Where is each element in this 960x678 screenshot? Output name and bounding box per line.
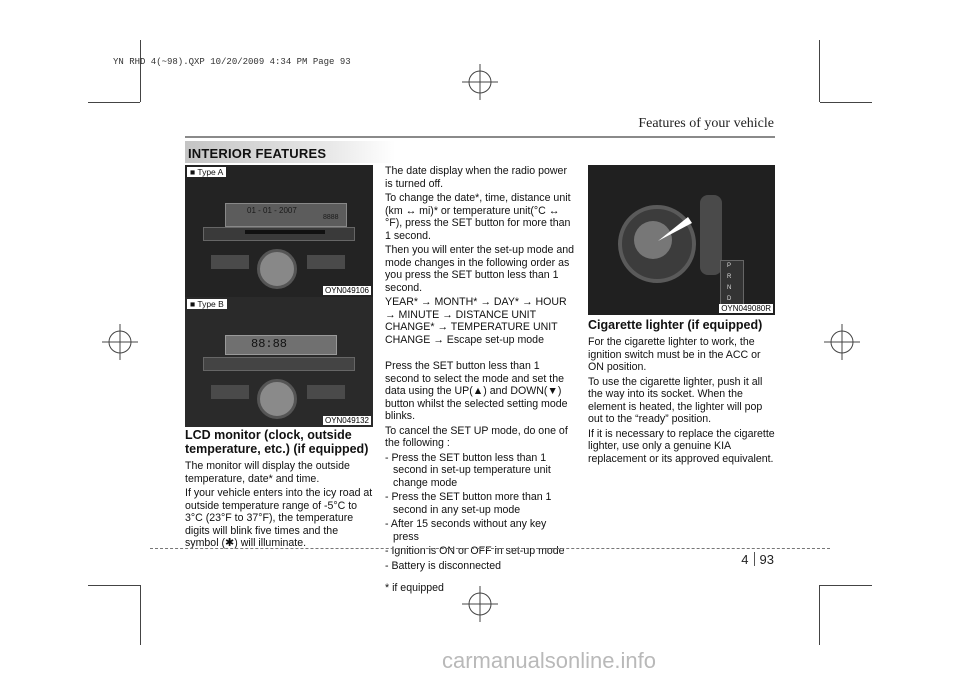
print-header: YN RHD 4(~98).QXP 10/20/2009 4:34 PM Page 93 bbox=[113, 57, 351, 67]
setup-paragraph-3: Then you will enter the set-up mode and mode changes in the following order as you press the SET button less than 1 second. bbox=[385, 244, 575, 294]
lighter-heading: Cigarette lighter (if equipped) bbox=[588, 318, 763, 332]
setup-paragraph-1: The date display when the radio power is turned off. bbox=[385, 165, 567, 190]
running-head: Features of your vehicle bbox=[638, 116, 774, 131]
gear-letter-n: N bbox=[727, 285, 732, 291]
cancel-list-item: - After 15 seconds without any key press bbox=[385, 518, 547, 543]
lcd-paragraph-2a: If your vehicle enters into the icy road at outside temperature range of -5°C to 3°C (23°F to 37°F), the temperature digits will blink five times and the symbol ( bbox=[185, 487, 373, 549]
gear-letter-r: R bbox=[727, 274, 732, 280]
registration-mark-top bbox=[460, 62, 500, 102]
lighter-paragraph-2: To use the cigarette lighter, push it all the way into its socket. When the element is heated, the lighter will pop out to the “ready” position. bbox=[588, 375, 763, 425]
setup-sequence: YEAR* → MONTH* → DAY* → HOUR → MINUTE → DISTANCE UNIT CHANGE* → TEMPERATURE UNIT CHANGE → Escape set-up mode bbox=[385, 296, 567, 346]
crop-mark bbox=[88, 585, 140, 586]
cancel-list-item: - Battery is disconnected bbox=[385, 559, 501, 572]
footnote: * if equipped bbox=[385, 582, 444, 594]
footer-rule bbox=[150, 548, 830, 549]
cancel-list-item: - Ignition is ON or OFF in set-up mode bbox=[385, 545, 565, 557]
gear-letter-p: P bbox=[727, 263, 732, 269]
lighter-paragraph-1: For the cigarette lighter to work, the ignition switch must be in the ACC or ON position. bbox=[588, 336, 761, 373]
crop-mark bbox=[820, 585, 872, 586]
gear-letter-d: D bbox=[727, 296, 732, 302]
watermark: carmanualsonline.info bbox=[442, 648, 657, 673]
type-a-code: OYN049106 bbox=[324, 286, 369, 295]
crop-mark bbox=[88, 102, 140, 103]
setup-paragraph-6: To cancel the SET UP mode, do one of the following : bbox=[385, 424, 568, 449]
page-number bbox=[741, 552, 774, 567]
cancel-list-item: - Press the SET button more than 1 second in any set-up mode bbox=[385, 491, 552, 516]
type-a-label: ■ Type A bbox=[187, 167, 226, 177]
ice-warning-icon: ✱ bbox=[225, 537, 235, 549]
cancel-list-item: - Press the SET button less than 1 second in set-up temperature unit change mode bbox=[385, 451, 551, 489]
cigarette-lighter-photo bbox=[588, 165, 775, 315]
crop-mark bbox=[820, 102, 872, 103]
header-rule bbox=[185, 136, 775, 138]
page-number-value: 93 bbox=[759, 552, 774, 567]
type-b-display-time: 88:88 bbox=[251, 337, 288, 351]
registration-mark-right bbox=[822, 322, 862, 362]
section-title: INTERIOR FEATURES bbox=[188, 146, 327, 161]
crop-mark bbox=[140, 585, 141, 645]
crop-mark bbox=[819, 40, 820, 102]
type-a-photo bbox=[185, 165, 373, 297]
lcd-monitor-heading: LCD monitor (clock, outside temperature, etc.) (if equipped) bbox=[185, 428, 369, 456]
crop-mark bbox=[819, 585, 820, 645]
setup-paragraph-2: To change the date*, time, distance unit (km ↔ mi)* or temperature unit(°C ↔ °F), press the SET button for more than 1 second. bbox=[385, 192, 571, 242]
lcd-paragraph-2 bbox=[185, 487, 373, 550]
crop-mark bbox=[140, 40, 141, 102]
type-a-display-num: 8888 bbox=[323, 214, 339, 221]
column-cigarette-lighter bbox=[588, 318, 775, 467]
lcd-paragraph-1: The monitor will display the outside temperature, date* and time. bbox=[185, 460, 350, 485]
type-b-label: ■ Type B bbox=[187, 299, 227, 309]
column-lcd-monitor bbox=[185, 428, 373, 552]
chapter-number: 4 bbox=[741, 552, 749, 567]
type-b-photo bbox=[185, 297, 373, 427]
lighter-code: OYN049080R bbox=[721, 304, 771, 313]
lighter-paragraph-3: If it is necessary to replace the cigarette lighter, use only a genuine KIA replacement or its approved equivalent. bbox=[588, 427, 775, 465]
registration-mark-left bbox=[100, 322, 140, 362]
lcd-paragraph-2b: ) will illuminate. bbox=[234, 537, 307, 549]
type-b-code: OYN049132 bbox=[324, 416, 369, 425]
type-a-display-date: 01 - 01 - 2007 bbox=[247, 206, 297, 215]
setup-paragraph-5: Press the SET button less than 1 second to select the mode and set the data using the UP(▲) and DOWN(▼) button whilst the selected setting mode blinks. bbox=[385, 360, 568, 422]
column-date-setup bbox=[385, 165, 575, 597]
